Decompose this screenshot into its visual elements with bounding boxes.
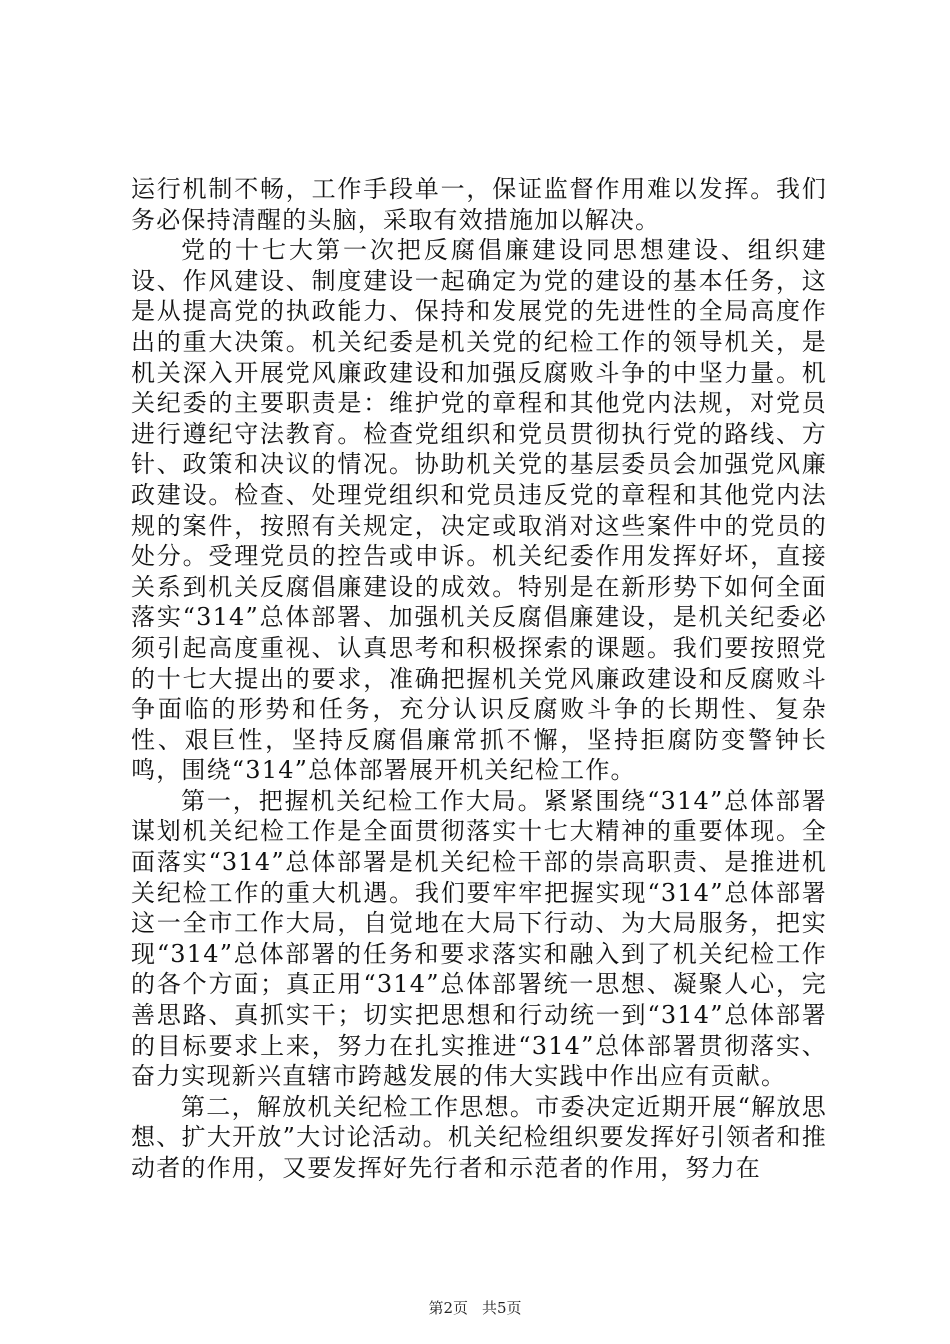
paragraph-anti-corruption-task: 党的十七大第一次把反腐倡廉建设同思想建设、组织建设、作风建设、制度建设一起确定为党的建设的基本任务，这是从提高党的执政能力、保持和发展党的先进性的全局高度作出的重大决策。机关纪委是机关党的纪检工作的领导机关，是机关深入开展党风廉政建设和加强反腐败斗争的中坚力量。机关纪委的主要职责是：维护党的章程和其他党内法规，对党员进行遵纪守法教育。检查党组织和党员贯彻执行党的路线、方针、政策和决议的情况。协助机关党的基层委员会加强党风廉政建设。检查、处理党组织和党员违反党的章程和其他党内法规的案件，按照有关规定，决定或取消对这些案件中的党员的处分。受理党员的控告或申诉。机关纪委作用发挥好坏，直接关系到机关反腐倡廉建设的成效。特别是在新形势下如何全面落实“314”总体部署、加强机关反腐倡廉建设，是机关纪委必须引起高度重视、认真思考和积极探索的课题。我们要按照党的十七大提出的要求，准确把握机关党风廉政建设和反腐败斗争面临的形势和任务，充分认识反腐败斗争的长期性、复杂性、艰巨性，坚持反腐倡廉常抓不懈，坚持拒腐防变警钟长鸣，围绕“314”总体部署展开机关纪检工作。 — [131, 236, 827, 785]
paragraph-first-point: 第一，把握机关纪检工作大局。紧紧围绕“314”总体部署谋划机关纪检工作是全面贯彻落实十七大精神的重要体现。全面落实“314”总体部署是机关纪检干部的崇高职责、是推进机关纪检工作的重大机遇。我们要牢牢把握实现“314”总体部署这一全市工作大局，自觉地在大局下行动、为大局服务，把实现“314”总体部署的任务和要求落实和融入到了机关纪检工作的各个方面；真正用“314”总体部署统一思想、凝聚人心，完善思路、真抓实干；切实把思想和行动统一到“314”总体部署的目标要求上来，努力在扎实推进“314”总体部署贯彻落实、奋力实现新兴直辖市跨越发展的伟大实践中作出应有贡献。 — [131, 786, 827, 1091]
page-footer — [0, 1298, 950, 1318]
page-total: 共5页 — [482, 1299, 522, 1317]
paragraph-second-point: 第二，解放机关纪检工作思想。市委决定近期开展“解放思想、扩大开放”大讨论活动。机关纪检组织要发挥好引领者和推动者的作用，又要发挥好先行者和示范者的作用，努力在 — [131, 1092, 827, 1182]
paragraph-continuation: 运行机制不畅，工作手段单一，保证监督作用难以发挥。我们务必保持清醒的头脑，采取有效措施加以解决。 — [131, 175, 827, 234]
page-number: 第2页 — [428, 1299, 468, 1317]
document-body — [131, 174, 827, 1184]
